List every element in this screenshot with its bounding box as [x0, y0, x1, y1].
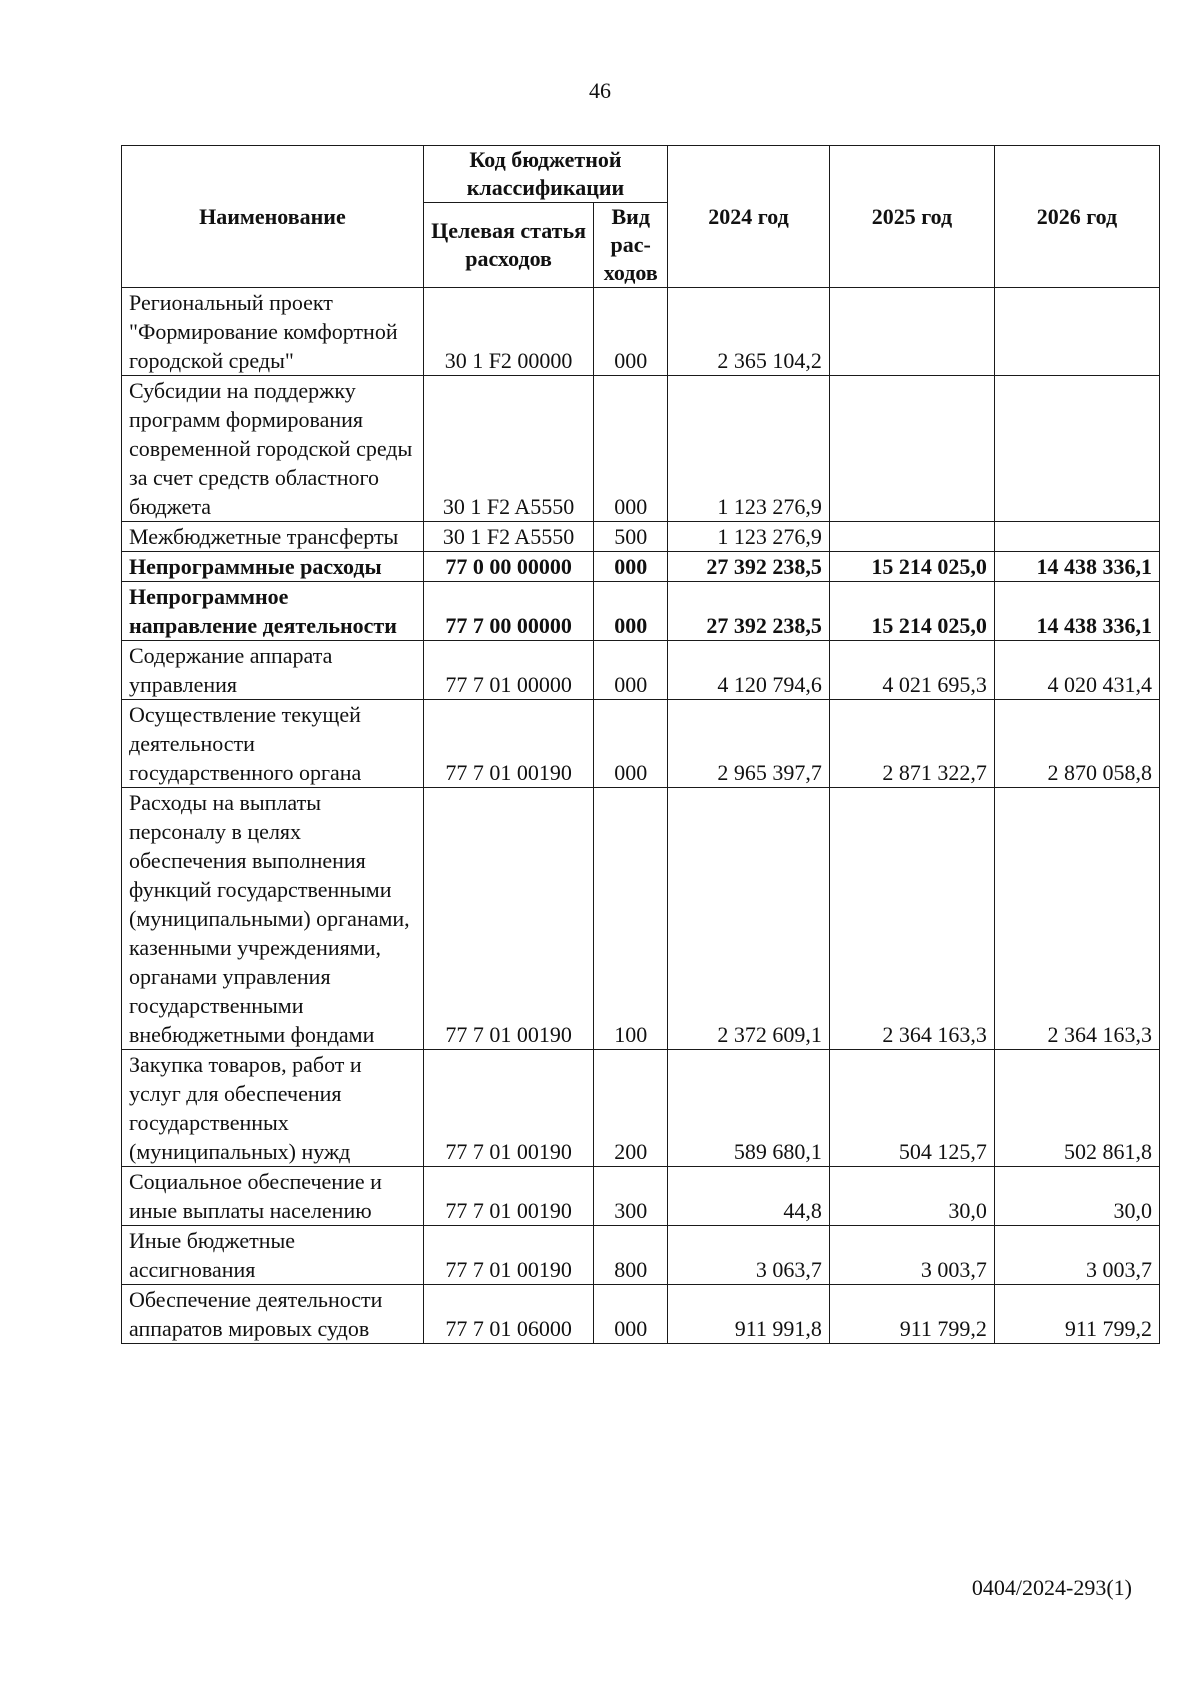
- row-expense-kind: 000: [594, 700, 668, 788]
- row-value-2026: [994, 522, 1159, 552]
- table-row: [122, 641, 1160, 700]
- row-value-2024: 911 991,8: [668, 1285, 830, 1344]
- row-value-2024: 2 365 104,2: [668, 288, 830, 376]
- row-value-2025: [829, 376, 994, 522]
- row-target-article: 77 7 00 00000: [423, 582, 593, 641]
- row-target-article: 77 7 01 00190: [423, 788, 593, 1050]
- row-name: Региональный проект "Формирование комфортной городской среды": [122, 288, 424, 376]
- row-expense-kind: 200: [594, 1050, 668, 1167]
- row-target-article: 77 7 01 06000: [423, 1285, 593, 1344]
- row-value-2025: 15 214 025,0: [829, 552, 994, 582]
- row-name: Непрограммное направление деятельности: [122, 582, 424, 641]
- row-value-2026: 30,0: [994, 1167, 1159, 1226]
- table-row: [122, 1050, 1160, 1167]
- row-value-2024: 589 680,1: [668, 1050, 830, 1167]
- table-row: [122, 1285, 1160, 1344]
- row-value-2025: 30,0: [829, 1167, 994, 1226]
- document-code: 0404/2024-293(1): [971, 1575, 1132, 1600]
- row-value-2025: 15 214 025,0: [829, 582, 994, 641]
- row-value-2026: 14 438 336,1: [994, 552, 1159, 582]
- table-row: [122, 552, 1160, 582]
- row-name: Закупка товаров, работ и услуг для обеспечения государственных (муниципальных) нужд: [122, 1050, 424, 1167]
- row-target-article: 77 7 01 00190: [423, 700, 593, 788]
- row-target-article: 77 7 01 00190: [423, 1167, 593, 1226]
- row-value-2025: 4 021 695,3: [829, 641, 994, 700]
- header-2026: 2026 год: [994, 146, 1159, 288]
- table-row: [122, 1226, 1160, 1285]
- row-expense-kind: 800: [594, 1226, 668, 1285]
- table-row: [122, 700, 1160, 788]
- row-name: Расходы на выплаты персоналу в целях обеспечения выполнения функций государственными (муниципальными) органами, казенными учреждениями, органами управления государственными внебюджетными фондами: [122, 788, 424, 1050]
- header-2025: 2025 год: [829, 146, 994, 288]
- row-target-article: 30 1 F2 00000: [423, 288, 593, 376]
- row-value-2026: 911 799,2: [994, 1285, 1159, 1344]
- row-value-2025: 2 364 163,3: [829, 788, 994, 1050]
- row-target-article: 30 1 F2 A5550: [423, 376, 593, 522]
- row-name: Социальное обеспечение и иные выплаты населению: [122, 1167, 424, 1226]
- row-value-2024: 44,8: [668, 1167, 830, 1226]
- row-target-article: 77 7 01 00190: [423, 1050, 593, 1167]
- row-expense-kind: 500: [594, 522, 668, 552]
- row-value-2024: 27 392 238,5: [668, 552, 830, 582]
- row-value-2024: 1 123 276,9: [668, 522, 830, 552]
- row-name: Межбюджетные трансферты: [122, 522, 424, 552]
- row-value-2026: 4 020 431,4: [994, 641, 1159, 700]
- row-target-article: 77 7 01 00000: [423, 641, 593, 700]
- row-name: Иные бюджетные ассигнования: [122, 1226, 424, 1285]
- header-budget-code-group: Код бюджетной классификации: [423, 146, 667, 203]
- row-expense-kind: 300: [594, 1167, 668, 1226]
- row-value-2025: 911 799,2: [829, 1285, 994, 1344]
- row-value-2025: 2 871 322,7: [829, 700, 994, 788]
- header-2024: 2024 год: [668, 146, 830, 288]
- row-name: Непрограммные расходы: [122, 552, 424, 582]
- row-expense-kind: 000: [594, 376, 668, 522]
- row-expense-kind: 000: [594, 641, 668, 700]
- row-value-2026: 2 870 058,8: [994, 700, 1159, 788]
- row-expense-kind: 000: [594, 582, 668, 641]
- table-row: [122, 522, 1160, 552]
- budget-table: [121, 145, 1160, 1344]
- table-row: [122, 376, 1160, 522]
- row-value-2026: [994, 288, 1159, 376]
- row-value-2026: 2 364 163,3: [994, 788, 1159, 1050]
- row-value-2024: 1 123 276,9: [668, 376, 830, 522]
- header-expense-kind: Вид рас-ходов: [594, 203, 668, 288]
- table-row: [122, 288, 1160, 376]
- table-row: [122, 582, 1160, 641]
- row-target-article: 30 1 F2 A5550: [423, 522, 593, 552]
- row-target-article: 77 7 01 00190: [423, 1226, 593, 1285]
- row-expense-kind: 000: [594, 288, 668, 376]
- table-row: [122, 788, 1160, 1050]
- row-value-2024: 27 392 238,5: [668, 582, 830, 641]
- table-header: [122, 146, 1160, 288]
- row-value-2024: 2 372 609,1: [668, 788, 830, 1050]
- row-expense-kind: 000: [594, 552, 668, 582]
- row-expense-kind: 100: [594, 788, 668, 1050]
- row-value-2025: 504 125,7: [829, 1050, 994, 1167]
- row-value-2026: [994, 376, 1159, 522]
- row-value-2024: 2 965 397,7: [668, 700, 830, 788]
- table-body: [122, 288, 1160, 1344]
- page-number: 46: [589, 78, 611, 103]
- table-row: [122, 1167, 1160, 1226]
- row-name: Содержание аппарата управления: [122, 641, 424, 700]
- row-value-2024: 4 120 794,6: [668, 641, 830, 700]
- row-name: Осуществление текущей деятельности государственного органа: [122, 700, 424, 788]
- row-value-2026: 3 003,7: [994, 1226, 1159, 1285]
- row-value-2026: 502 861,8: [994, 1050, 1159, 1167]
- row-expense-kind: 000: [594, 1285, 668, 1344]
- row-target-article: 77 0 00 00000: [423, 552, 593, 582]
- row-value-2024: 3 063,7: [668, 1226, 830, 1285]
- header-name: Наименование: [122, 146, 424, 288]
- row-name: Субсидии на поддержку программ формирования современной городской среды за счет средств областного бюджета: [122, 376, 424, 522]
- row-value-2025: 3 003,7: [829, 1226, 994, 1285]
- row-value-2025: [829, 288, 994, 376]
- row-value-2026: 14 438 336,1: [994, 582, 1159, 641]
- row-value-2025: [829, 522, 994, 552]
- row-name: Обеспечение деятельности аппаратов мировых судов: [122, 1285, 424, 1344]
- header-target-article: Целевая статья расходов: [423, 203, 593, 288]
